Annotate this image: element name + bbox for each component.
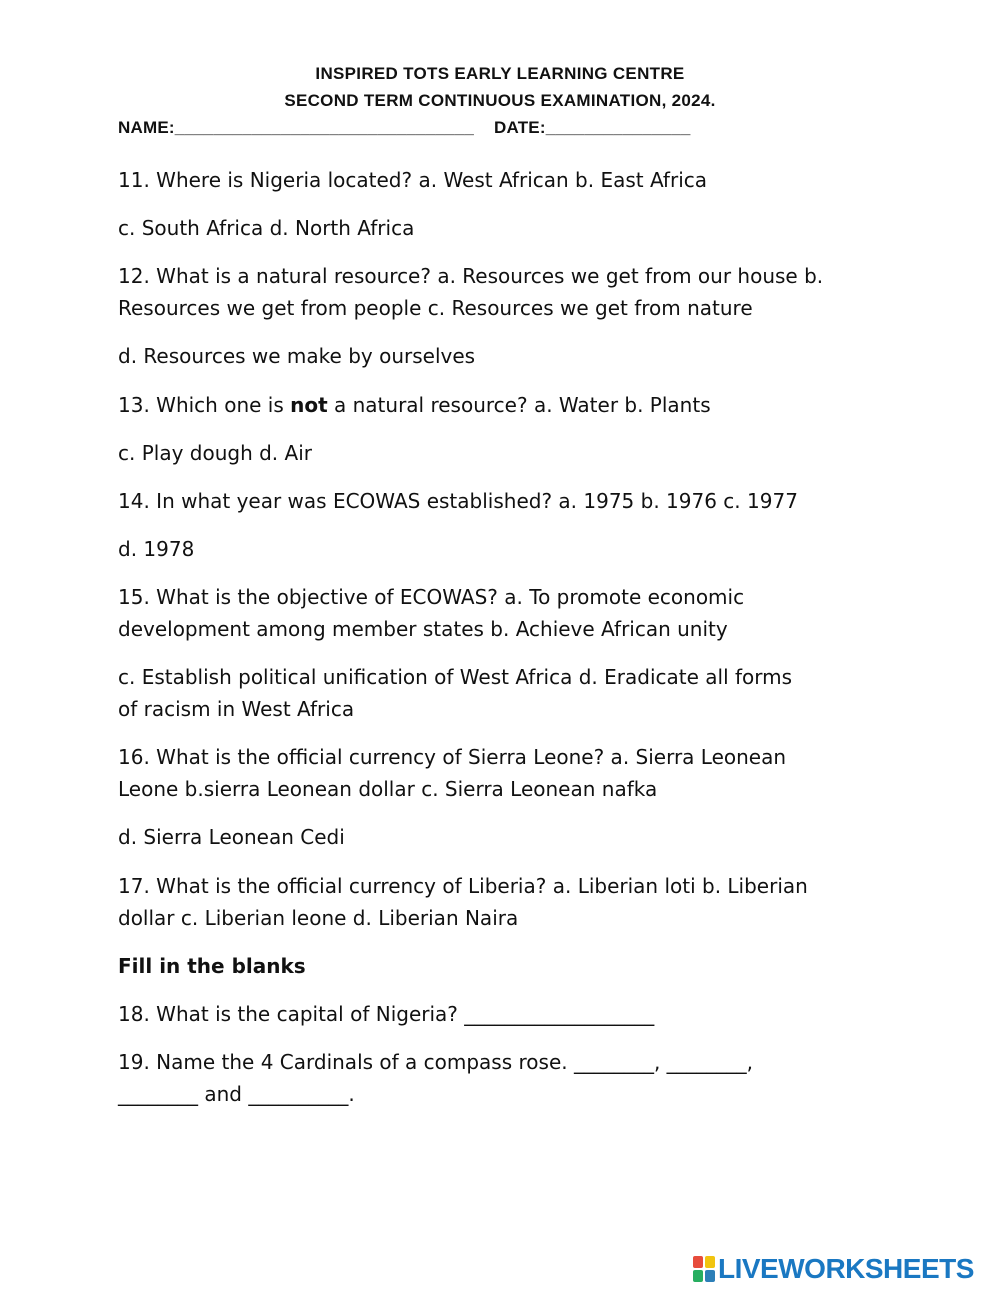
question-12-options: d. Resources we make by ourselves xyxy=(118,344,476,368)
question-12-line1: 12. What is a natural resource? a. Resources we get from our house b. xyxy=(118,264,824,288)
question-15-options-line1: c. Establish political unification of West Africa d. Eradicate all forms xyxy=(118,665,793,689)
name-date-row xyxy=(118,118,691,138)
liveworksheets-logo-text: LIVEWORKSHEETS xyxy=(718,1253,974,1284)
question-13-options: c. Play dough d. Air xyxy=(118,441,312,465)
question-15-line1: 15. What is the objective of ECOWAS? a. To promote economic xyxy=(118,585,745,609)
question-14: 14. In what year was ECOWAS established? a. 1975 b. 1976 c. 1977 xyxy=(118,489,798,513)
logo-square-icon xyxy=(705,1270,715,1282)
date-input-line[interactable]: _______________ xyxy=(545,118,691,137)
question-15-options xyxy=(118,661,888,725)
exam-title: SECOND TERM CONTINUOUS EXAMINATION, 2024. xyxy=(284,91,716,110)
date-label: DATE: xyxy=(494,118,546,137)
question-16-options: d. Sierra Leonean Cedi xyxy=(118,825,345,849)
logo-square-icon xyxy=(693,1256,703,1268)
question-11: 11. Where is Nigeria located? a. West African b. East Africa xyxy=(118,168,708,192)
question-15-options-line2: of racism in West Africa xyxy=(118,697,355,721)
question-12-line2: Resources we get from people c. Resources we get from nature xyxy=(118,296,753,320)
question-18[interactable]: 18. What is the capital of Nigeria? ___________________ xyxy=(118,1002,655,1026)
question-13 xyxy=(118,389,888,421)
question-17 xyxy=(118,870,888,934)
school-name: INSPIRED TOTS EARLY LEARNING CENTRE xyxy=(315,64,685,83)
liveworksheets-logo-icon xyxy=(693,1256,715,1282)
question-16-line2: Leone b.sierra Leonean dollar c. Sierra Leonean nafka xyxy=(118,777,658,801)
question-19[interactable] xyxy=(118,1046,888,1110)
question-13-emphasis: not xyxy=(290,393,328,417)
logo-square-icon xyxy=(705,1256,715,1268)
question-13-text-a: 13. Which one is xyxy=(118,393,291,417)
fill-blanks-heading: Fill in the blanks xyxy=(118,954,306,978)
question-13-text-c: a natural resource? a. Water b. Plants xyxy=(327,393,711,417)
name-label: NAME: xyxy=(118,118,175,137)
question-19-line1[interactable]: 19. Name the 4 Cardinals of a compass rose. ________, ________, xyxy=(118,1050,754,1074)
question-15-line2: development among member states b. Achieve African unity xyxy=(118,617,728,641)
question-15 xyxy=(118,581,888,645)
question-17-line2: dollar c. Liberian leone d. Liberian Naira xyxy=(118,906,519,930)
question-16 xyxy=(118,741,888,805)
question-11-options: c. South Africa d. North Africa xyxy=(118,216,415,240)
question-14-options: d. 1978 xyxy=(118,537,195,561)
liveworksheets-logo[interactable] xyxy=(693,1252,974,1286)
logo-square-icon xyxy=(693,1270,703,1282)
question-19-line2[interactable]: ________ and __________. xyxy=(118,1082,355,1106)
name-input-line[interactable]: _______________________________ xyxy=(174,118,475,137)
question-12 xyxy=(118,260,888,324)
question-17-line1: 17. What is the official currency of Liberia? a. Liberian loti b. Liberian xyxy=(118,874,808,898)
question-16-line1: 16. What is the official currency of Sierra Leone? a. Sierra Leonean xyxy=(118,745,787,769)
